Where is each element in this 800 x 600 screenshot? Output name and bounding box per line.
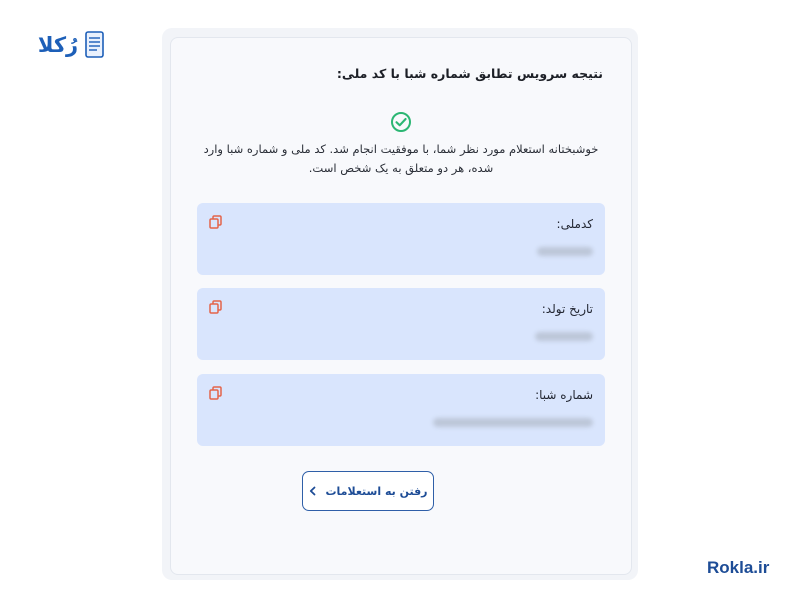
success-message: خوشبختانه استعلام مورد نظر شما، با موفقیت انجام شد. کد ملی و شماره شبا وارد شده، هر دو متعلق به یک شخص است. (203, 142, 599, 175)
button-label: رفتن به استعلامات (325, 484, 428, 498)
hidden-value (537, 247, 593, 256)
go-to-inquiries-button[interactable] (302, 471, 434, 511)
field-label: شماره شبا: (535, 388, 593, 402)
field-label: کدملی: (556, 217, 593, 231)
result-title: نتیجه سرویس تطابق شماره شبا با کد ملی: (336, 66, 603, 81)
field-national-code (197, 203, 605, 275)
brand-logo[interactable] (20, 26, 124, 64)
check-circle-icon (390, 111, 412, 133)
chevron-left-icon (308, 486, 317, 496)
field-label: تاریخ تولد: (541, 302, 593, 316)
copy-icon[interactable] (209, 386, 222, 400)
copy-icon[interactable] (209, 300, 222, 314)
document-icon (84, 30, 106, 60)
field-birth-date (197, 288, 605, 360)
logo-text: رُکلا (37, 33, 79, 57)
copy-icon[interactable] (209, 215, 222, 229)
site-brand: Rokla.ir (707, 558, 770, 577)
hidden-value (433, 418, 593, 427)
hidden-value (535, 332, 593, 341)
field-sheba-number (197, 374, 605, 446)
